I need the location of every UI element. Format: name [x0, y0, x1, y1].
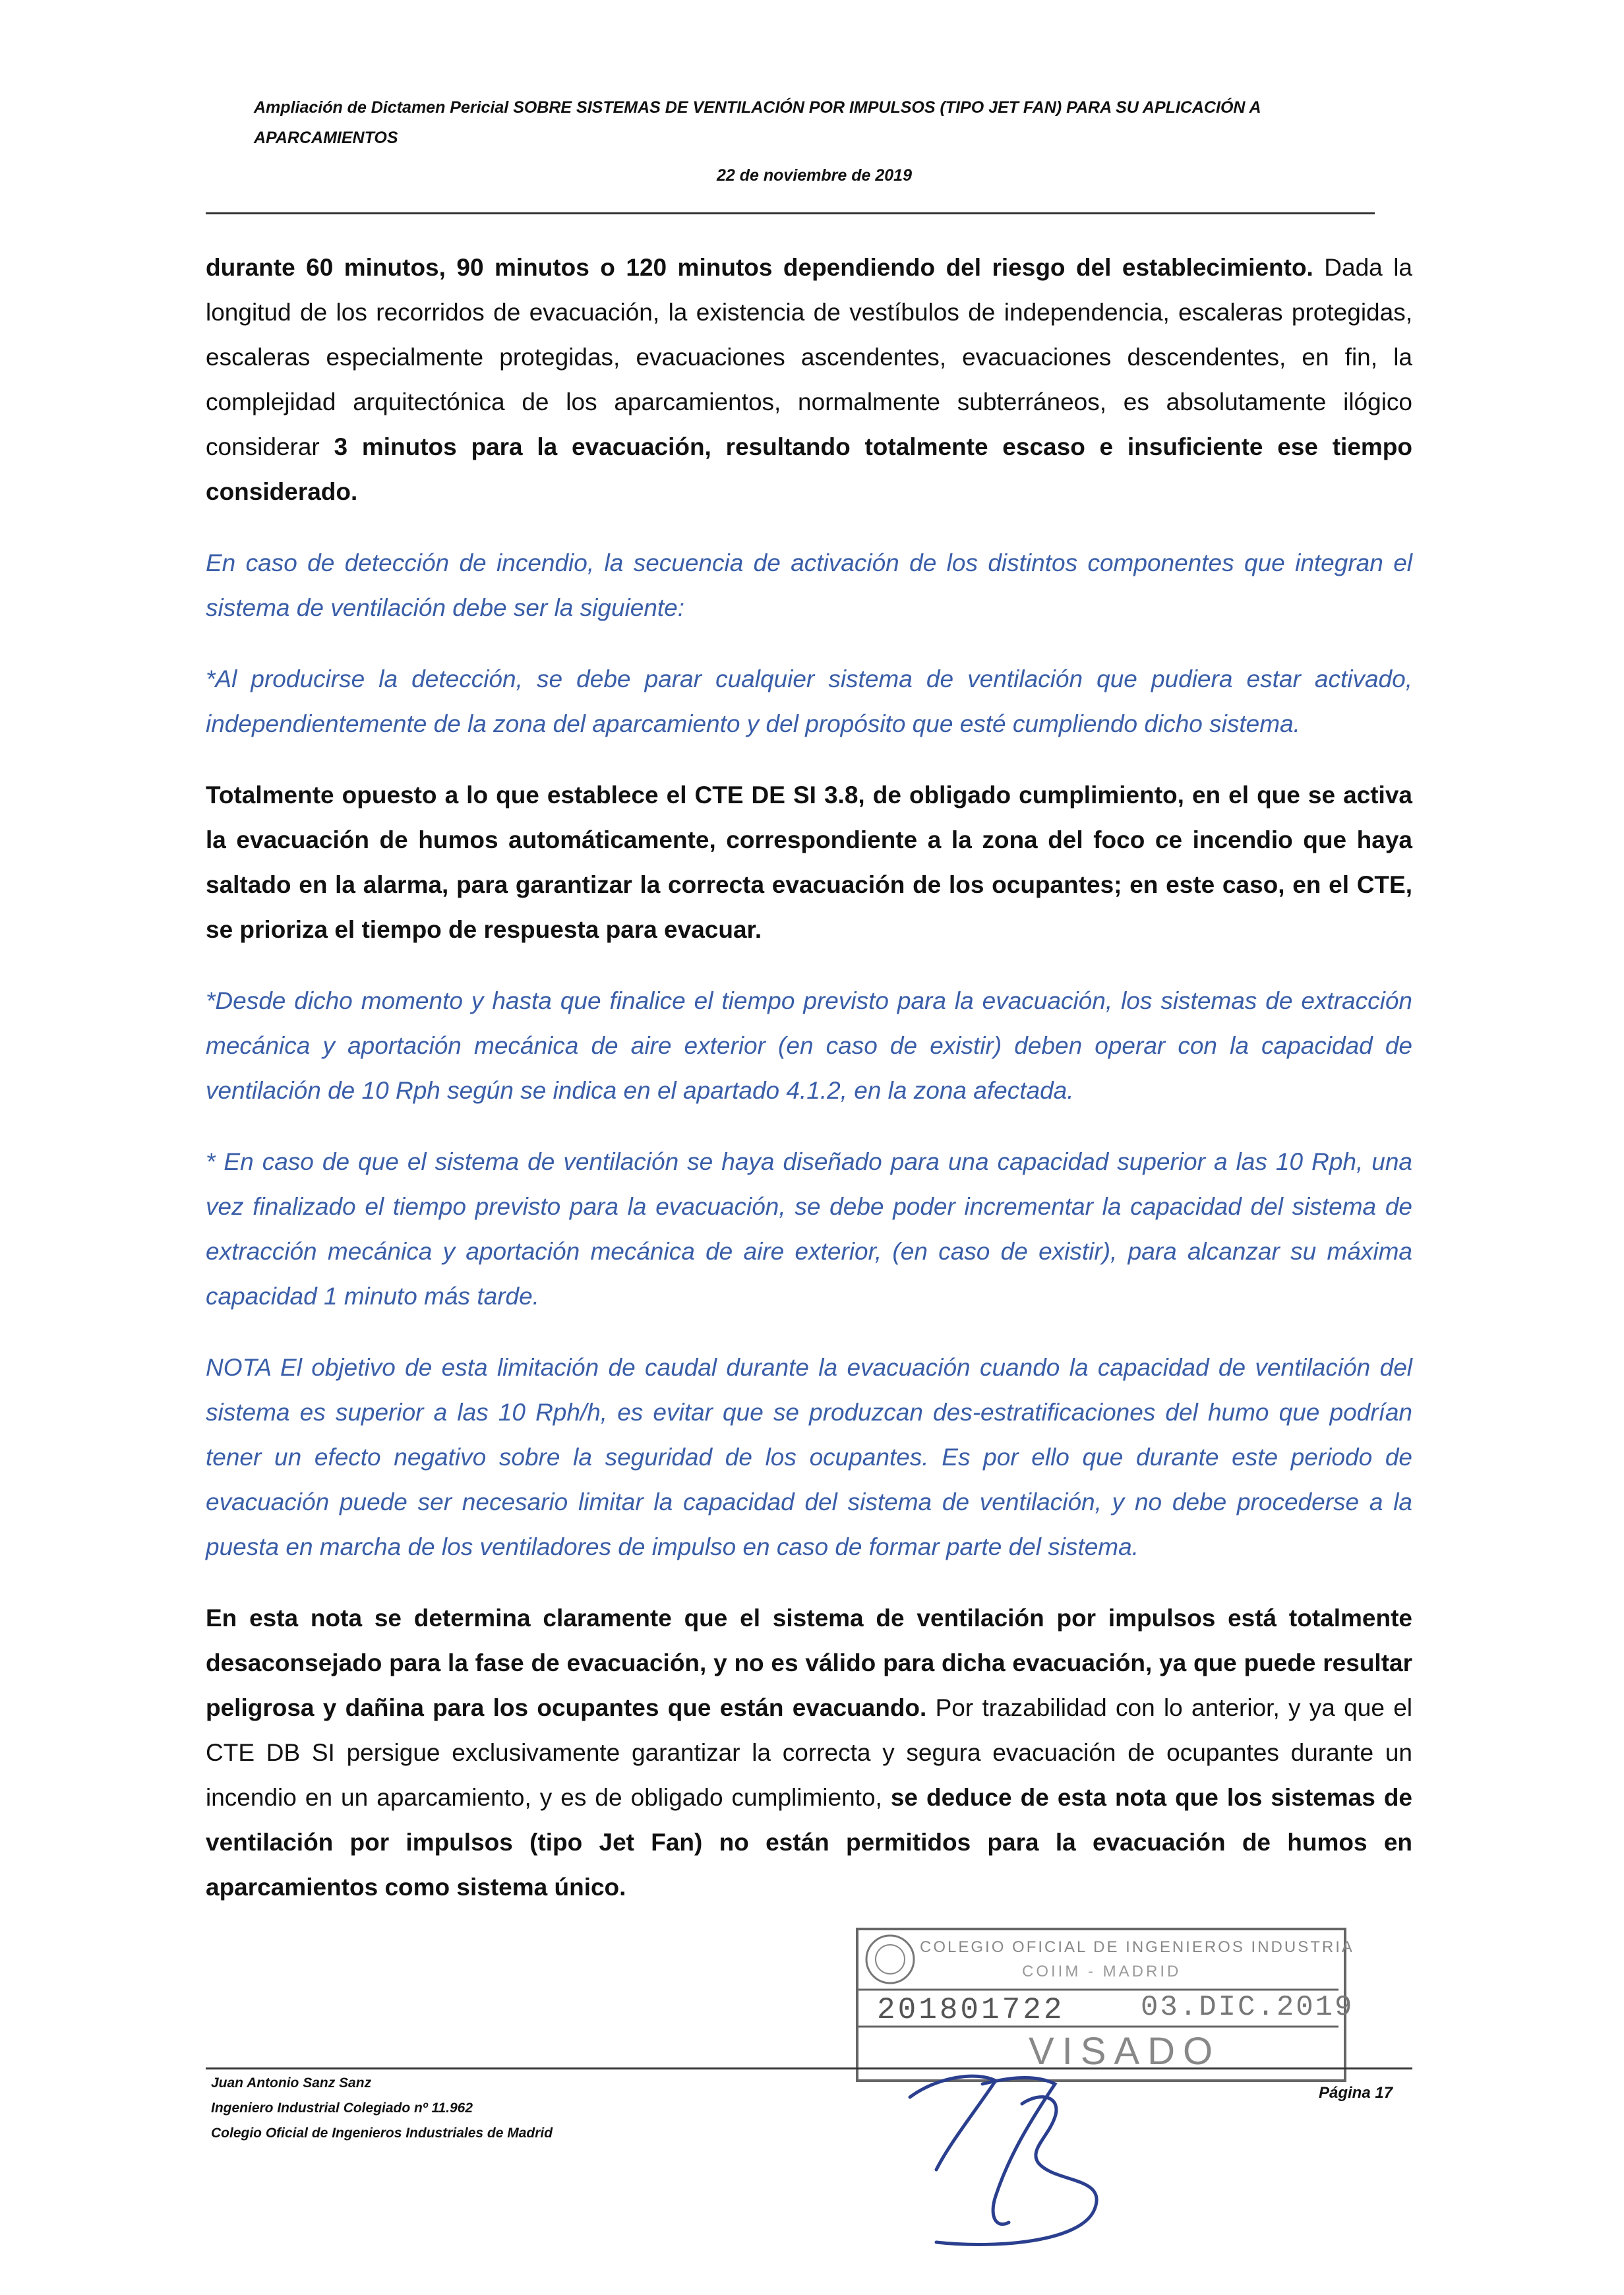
stamp-date: 03.DIC.2019	[1141, 1991, 1352, 2024]
header-title-line2: APARCAMIENTOS	[254, 129, 398, 147]
author-name: Juan Antonio Sanz Sanz	[211, 2075, 372, 2091]
header-title-line1: Ampliación de Dictamen Pericial SOBRE SISTEMAS DE VENTILACIÓN POR IMPULSOS (TIPO JET FAN) PARA SU APLICACIÓN A	[254, 98, 1261, 117]
handwritten-signature	[897, 2051, 1147, 2262]
stamp-line2: COIIM - MADRID	[1022, 1963, 1182, 1980]
paragraph-text: Por trazabilidad con lo anterior, y ya que el CTE DB SI persigue exclusivamente garantizar la correcta y segura evacuación de ocupantes durante un incendio en un aparcamiento, y es de obligado cumplimiento,	[206, 1694, 1412, 1811]
paragraph-text: Dada la longitud de los recorridos de evacuación, la existencia de vestíbulos de independencia, escaleras protegidas, escaleras especialmente protegidas, evacuaciones ascendentes, evacuaciones descendentes, en fin, la complejidad arquitectónica de los aparcamientos, normalmente subterráneos, es absolutamente ilógico considerar	[206, 254, 1412, 460]
footer-divider	[206, 2067, 1412, 2069]
author-organization: Colegio Oficial de Ingenieros Industriales de Madrid	[211, 2126, 553, 2141]
quote-activation-sequence: En caso de detección de incendio, la secuencia de activación de los distintos componentes que integran el sistema de ventilación debe ser la siguiente:	[206, 549, 1412, 621]
paragraph-conclusion	[206, 1596, 1412, 1910]
header-title	[254, 92, 1375, 153]
paragraph-bold-text: 3 minutos para la evacuación, resultando totalmente escaso e insuficiente ese tiempo considerado.	[206, 433, 1412, 505]
document-body	[206, 245, 1412, 1936]
page-header	[254, 92, 1375, 185]
paragraph-bold-text: En esta nota se determina claramente que el sistema de ventilación por impulsos está totalmente desaconsejado para la fase de evacuación, y no es válido para dicha evacuación, ya que puede resultar peligrosa y dañina para los ocupantes que están evacuando.	[206, 1605, 1412, 1721]
stamp-line1: COLEGIO OFICIAL DE INGENIEROS INDUSTRIALES	[920, 1938, 1352, 1956]
quote-capacity-increase: * En caso de que el sistema de ventilación se haya diseñado para una capacidad superior a las 10 Rph, una vez finalizado el tiempo previsto para la evacuación, se debe poder incrementar la capacidad del sistema de extracción mecánica y aportación mecánica de aire exterior, (en caso de existir), para alcanzar su máxima capacidad 1 minuto más tarde.	[206, 1148, 1412, 1310]
paragraph-bold-text: Totalmente opuesto a lo que establece el CTE DE SI 3.8, de obligado cumplimiento, en el que se activa la evacuación de humos automáticamente, correspondiente a la zona del foco ce incendio que haya saltado en la alarma, para garantizar la correcta evacuación de los ocupantes; en este caso, en el CTE, se prioriza el tiempo de respuesta para evacuar.	[206, 781, 1412, 943]
stamp-number: 201801722	[877, 1993, 1065, 2027]
quote-nota: NOTA El objetivo de esta limitación de caudal durante la evacuación cuando la capacidad de ventilación del sistema es superior a las 10 Rph/h, es evitar que se produzcan des-estratificaciones del humo que podrían tener un efecto negativo sobre la seguridad de los ocupantes. Es por ello que durante este periodo de evacuación puede ser necesario limitar la capacidad del sistema de ventilación, y no debe procederse a la puesta en marcha de los ventiladores de impulso en caso de formar parte del sistema.	[206, 1354, 1412, 1560]
page-number: Página 17	[1319, 2084, 1393, 2102]
author-role: Ingeniero Industrial Colegiado nº 11.962	[211, 2100, 473, 2116]
paragraph-cte-opposition	[206, 773, 1412, 952]
quote-detection: *Al producirse la detección, se debe parar cualquier sistema de ventilación que pudiera estar activado, independientemente de la zona del aparcamiento y del propósito que esté cumpliendo dicho sistema.	[206, 665, 1412, 737]
paragraph-bold-text: durante 60 minutos, 90 minutos o 120 minutos dependiendo del riesgo del establecimiento.	[206, 254, 1313, 281]
paragraph-evacuation-time	[206, 245, 1412, 514]
quote-evacuation-ventilation: *Desde dicho momento y hasta que finalice el tiempo previsto para la evacuación, los sistemas de extracción mecánica y aportación mecánica de aire exterior (en caso de existir) deben operar con la capacidad de ventilación de 10 Rph según se indica en el apartado 4.1.2, en la zona afectada.	[206, 987, 1412, 1104]
stamp-label: VISADO	[1029, 2030, 1221, 2073]
seal-icon	[866, 1936, 914, 1983]
paragraph-bold-text: se deduce de esta nota que los sistemas de ventilación por impulsos (tipo Jet Fan) no están permitidos para la evacuación de humos en aparcamientos como sistema único.	[206, 1784, 1413, 1901]
header-divider	[206, 212, 1375, 214]
page-footer	[211, 2071, 553, 2146]
header-date: 22 de noviembre de 2019	[717, 166, 912, 185]
